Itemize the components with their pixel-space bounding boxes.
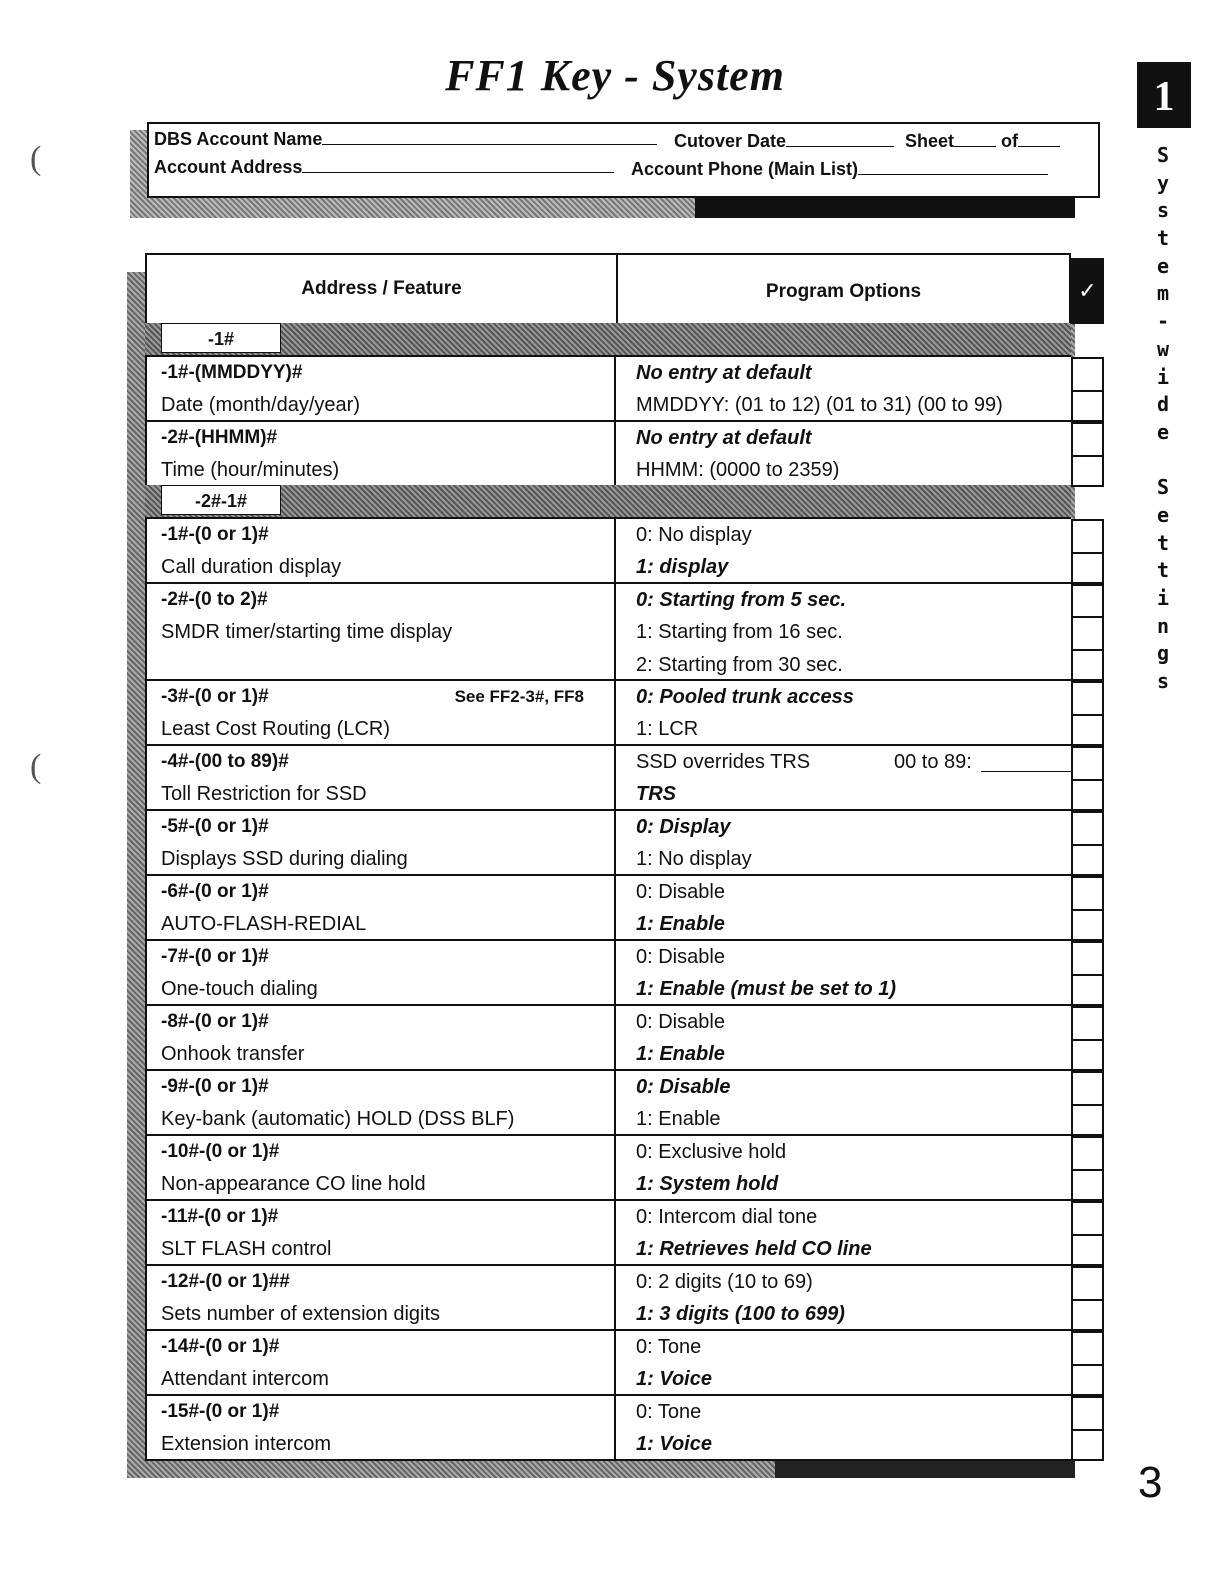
option-checkbox[interactable]	[1071, 876, 1104, 909]
default-option	[636, 1298, 845, 1330]
feature-cell	[147, 357, 616, 420]
options-cell	[618, 1396, 1073, 1459]
account-address-field[interactable]	[154, 156, 614, 178]
address-code: -6#-(0 or 1)#	[161, 881, 269, 902]
side-tab-letter: -	[1156, 309, 1170, 334]
option-text: 1: LCR	[636, 718, 699, 741]
options-cell	[618, 811, 1073, 874]
option-text: MMDDYY: (01 to 12) (01 to 31) (00 to 99)	[636, 394, 1003, 417]
options-cell	[618, 1006, 1073, 1069]
option-checkbox[interactable]	[1071, 1039, 1104, 1072]
side-tab-letter: y	[1156, 170, 1170, 195]
default-option	[636, 811, 730, 843]
margin-mark: (	[30, 140, 42, 177]
option-checkbox[interactable]	[1071, 909, 1104, 942]
section-header	[145, 323, 1071, 355]
option-checkbox[interactable]	[1071, 422, 1104, 455]
option	[636, 389, 1003, 421]
checkbox-group	[1071, 941, 1104, 1006]
option-checkbox[interactable]	[1071, 616, 1104, 648]
default-option	[636, 551, 728, 583]
option-text: 0: Disable	[636, 1011, 725, 1033]
options-cell	[618, 681, 1073, 744]
option-checkbox[interactable]	[1071, 1429, 1104, 1462]
option	[636, 746, 972, 778]
feature-cell	[147, 519, 616, 582]
options-cell	[618, 1136, 1073, 1199]
options-cell	[618, 1201, 1073, 1264]
option-text: 0: Pooled trunk access	[636, 686, 854, 708]
checkbox-group	[1071, 1071, 1104, 1136]
account-phone-field[interactable]	[631, 158, 1048, 180]
option-text: 1: Starting from 16 sec.	[636, 621, 843, 644]
feature-name: Date (month/day/year)	[161, 394, 360, 417]
options-cell	[618, 1266, 1073, 1329]
table-row	[145, 1134, 1071, 1199]
table-header	[145, 253, 1071, 323]
option-checkbox[interactable]	[1071, 390, 1104, 423]
option	[636, 616, 843, 648]
range-entry-label: 00 to 89:	[894, 751, 972, 773]
checkbox-group	[1071, 1396, 1104, 1461]
feature-cell	[147, 1136, 616, 1199]
option-text: 1: Enable	[636, 1043, 725, 1066]
side-tab-letter: S	[1156, 143, 1170, 167]
option-checkbox[interactable]	[1071, 1136, 1104, 1169]
account-info-box	[147, 122, 1100, 198]
checkmark-icon: ✓	[1071, 258, 1104, 324]
option-text: 0: 2 digits (10 to 69)	[636, 1271, 813, 1293]
address-code: -7#-(0 or 1)#	[161, 946, 269, 967]
option	[636, 649, 843, 681]
account-name-label: DBS Account Name	[154, 129, 323, 149]
option-text: No entry at default	[636, 362, 812, 384]
page-number: 3	[1138, 1458, 1163, 1507]
sheet-field[interactable]	[905, 130, 1060, 152]
options-cell	[618, 876, 1073, 939]
checkbox-group	[1071, 584, 1104, 681]
option-checkbox[interactable]	[1071, 1364, 1104, 1397]
default-option	[636, 973, 896, 1005]
address-code: -8#-(0 or 1)#	[161, 1011, 269, 1032]
address-code: -10#-(0 or 1)#	[161, 1141, 280, 1162]
options-cell	[618, 1071, 1073, 1134]
side-tab-letter: t	[1156, 226, 1170, 251]
options-cell	[618, 1331, 1073, 1394]
address-code: -11#-(0 or 1)#	[161, 1206, 279, 1227]
checkbox-group	[1071, 422, 1104, 487]
default-option	[636, 584, 846, 616]
section-label: -2#-1#	[161, 485, 281, 515]
option-text: 0: Disable	[636, 881, 725, 903]
feature-cell	[147, 1396, 616, 1459]
option-text: 1: Retrieves held CO line	[636, 1238, 872, 1261]
option-checkbox[interactable]	[1071, 1299, 1104, 1332]
option-text: 0: Tone	[636, 1401, 702, 1423]
table-row	[145, 1394, 1071, 1459]
option-checkbox[interactable]	[1071, 1201, 1104, 1234]
option-text: 0: Tone	[636, 1336, 702, 1358]
checkbox-group	[1071, 1136, 1104, 1201]
feature-cell	[147, 584, 616, 679]
table-row	[145, 874, 1071, 939]
default-option	[636, 1071, 730, 1103]
chapter-tab: 1	[1137, 62, 1191, 128]
feature-cell	[147, 1006, 616, 1069]
table-row	[145, 420, 1071, 485]
feature-name: Call duration display	[161, 556, 342, 579]
option-text: 1: Enable	[636, 1108, 721, 1131]
feature-cell	[147, 941, 616, 1004]
feature-name: SLT FLASH control	[161, 1238, 332, 1261]
address-code: -2#-(HHMM)#	[161, 427, 278, 448]
section-header	[145, 485, 1071, 517]
option-checkbox[interactable]	[1071, 357, 1104, 390]
table-row	[145, 679, 1071, 744]
feature-cell	[147, 1331, 616, 1394]
feature-name: Non-appearance CO line hold	[161, 1173, 426, 1196]
default-option	[636, 1363, 712, 1395]
side-tab-letter: e	[1156, 502, 1170, 527]
feature-name: Extension intercom	[161, 1433, 332, 1456]
checkbox-group	[1071, 1266, 1104, 1331]
options-cell	[618, 746, 1073, 809]
side-tab-letter: t	[1156, 558, 1170, 583]
account-address-label: Account Address	[154, 157, 303, 177]
feature-name: Displays SSD during dialing	[161, 848, 408, 871]
margin-mark: (	[30, 748, 42, 785]
feature-name: AUTO-FLASH-REDIAL	[161, 913, 367, 936]
option-checkbox[interactable]	[1071, 649, 1104, 681]
feature-cell	[147, 1266, 616, 1329]
address-code: -1#-(0 or 1)#	[161, 524, 269, 545]
option-checkbox[interactable]	[1071, 1331, 1104, 1364]
option	[636, 519, 752, 551]
option-checkbox[interactable]	[1071, 779, 1104, 812]
address-code: -4#-(00 to 89)#	[161, 751, 289, 772]
address-code: -14#-(0 or 1)#	[161, 1336, 280, 1357]
feature-cell	[147, 1201, 616, 1264]
side-tab-letter	[1150, 447, 1176, 475]
account-phone-label: Account Phone (Main List)	[631, 159, 858, 179]
option	[636, 1006, 725, 1038]
option	[636, 843, 752, 875]
table-row	[145, 1199, 1071, 1264]
side-tab-text	[1150, 142, 1176, 696]
feature-name: Time (hour/minutes)	[161, 459, 340, 482]
table-row	[145, 582, 1071, 679]
option-checkbox[interactable]	[1071, 1104, 1104, 1137]
address-code: -15#-(0 or 1)#	[161, 1401, 280, 1422]
checkbox-group	[1071, 681, 1104, 746]
table-row	[145, 744, 1071, 809]
side-tab-letter: t	[1156, 530, 1170, 555]
option	[636, 454, 839, 486]
feature-name: Toll Restriction for SSD	[161, 783, 367, 806]
feature-cell	[147, 811, 616, 874]
column-header-feature: Address / Feature	[147, 255, 618, 323]
side-tab-letter: g	[1156, 641, 1170, 666]
options-cell	[618, 519, 1073, 582]
checkbox-group	[1071, 1331, 1104, 1396]
option	[636, 876, 725, 908]
option	[636, 1201, 817, 1233]
feature-cell	[147, 1071, 616, 1134]
section-label: -1#	[161, 323, 281, 353]
option-text: 2: Starting from 30 sec.	[636, 653, 843, 676]
option-checkbox[interactable]	[1071, 1396, 1104, 1429]
feature-name: Onhook transfer	[161, 1043, 305, 1066]
option	[636, 1136, 786, 1168]
option-text: 0: Display	[636, 816, 731, 838]
option-checkbox[interactable]	[1071, 552, 1104, 585]
option-text: 1: display	[636, 556, 729, 579]
page-title: FF1 Key - System	[445, 51, 785, 100]
option-checkbox[interactable]	[1071, 681, 1104, 714]
table-row	[145, 809, 1071, 874]
feature-name: Sets number of extension digits	[161, 1303, 441, 1326]
option-checkbox[interactable]	[1071, 1169, 1104, 1202]
feature-name: SMDR timer/starting time display	[161, 621, 453, 644]
side-tab-letter: d	[1156, 392, 1170, 417]
side-tab-letter: i	[1156, 364, 1170, 389]
address-code: -2#-(0 to 2)#	[161, 589, 268, 610]
option-text: SSD overrides TRS	[636, 751, 811, 773]
option-text: 1: 3 digits (100 to 699)	[636, 1303, 845, 1326]
option-checkbox[interactable]	[1071, 584, 1104, 616]
options-cell	[618, 422, 1073, 485]
table-row	[145, 355, 1071, 420]
feature-cell	[147, 876, 616, 939]
feature-cell	[147, 746, 616, 809]
options-cell	[618, 941, 1073, 1004]
side-tab-letter: e	[1156, 419, 1170, 444]
table-row	[145, 939, 1071, 1004]
checkbox-group	[1071, 811, 1104, 876]
address-code: -12#-(0 or 1)##	[161, 1271, 290, 1292]
sheet-label: Sheet	[905, 131, 955, 151]
option-checkbox[interactable]	[1071, 746, 1104, 779]
feature-cell	[147, 681, 616, 744]
option	[636, 1396, 701, 1428]
side-tab-letter: i	[1156, 586, 1170, 610]
option	[636, 1266, 813, 1298]
option-text: 1: Enable (must be set to 1)	[636, 978, 897, 1001]
table-row	[145, 1069, 1071, 1134]
side-tab-letter: s	[1156, 669, 1170, 694]
default-option	[636, 1428, 712, 1460]
option-checkbox[interactable]	[1071, 714, 1104, 747]
option-text: 1: Voice	[636, 1433, 712, 1456]
address-code: -1#-(MMDDYY)#	[161, 362, 303, 383]
cutover-date-label: Cutover Date	[674, 131, 787, 151]
options-cell	[618, 357, 1073, 420]
cutover-date-field[interactable]	[674, 130, 894, 152]
option-text: HHMM: (0000 to 2359)	[636, 459, 840, 482]
see-reference: See FF2-3#, FF8	[454, 687, 584, 706]
option-checkbox[interactable]	[1071, 1266, 1104, 1299]
side-tab-letter: w	[1156, 336, 1170, 361]
default-option	[636, 1168, 778, 1200]
side-tab-letter: n	[1156, 613, 1170, 638]
option	[636, 1103, 721, 1135]
default-option	[636, 908, 725, 940]
account-name-field[interactable]	[154, 128, 657, 150]
address-code: -3#-(0 or 1)#	[161, 686, 269, 707]
program-table	[145, 253, 1071, 1461]
option-text: 1: No display	[636, 848, 752, 871]
address-code: -9#-(0 or 1)#	[161, 1076, 269, 1097]
option-text: 0: Exclusive hold	[636, 1141, 787, 1163]
table-row	[145, 1329, 1071, 1394]
feature-name: Attendant intercom	[161, 1368, 329, 1391]
checkbox-group	[1071, 1201, 1104, 1266]
default-option	[636, 422, 812, 454]
side-tab-letter: S	[1156, 475, 1170, 500]
default-option	[636, 1233, 872, 1265]
default-option	[636, 778, 676, 810]
option-text: 1: System hold	[636, 1173, 779, 1196]
side-tab-letter: m	[1156, 281, 1170, 306]
option-checkbox[interactable]	[1071, 1071, 1104, 1104]
option-text: 1: Voice	[636, 1368, 712, 1391]
option-text: 0: Starting from 5 sec.	[636, 589, 847, 611]
option-checkbox[interactable]	[1071, 455, 1104, 488]
feature-name: Key-bank (automatic) HOLD (DSS BLF)	[161, 1108, 515, 1131]
checkbox-group	[1071, 746, 1104, 811]
option-checkbox[interactable]	[1071, 1006, 1104, 1039]
feature-name: One-touch dialing	[161, 978, 318, 1001]
option-text: TRS	[636, 783, 676, 806]
option-text: 0: Disable	[636, 946, 725, 968]
table-row	[145, 1004, 1071, 1069]
option-text: 0: Intercom dial tone	[636, 1206, 818, 1228]
default-option	[636, 357, 812, 389]
options-cell	[618, 584, 1073, 679]
option-checkbox[interactable]	[1071, 844, 1104, 877]
option-text: No entry at default	[636, 427, 812, 449]
option-checkbox[interactable]	[1071, 974, 1104, 1007]
address-code: -5#-(0 or 1)#	[161, 816, 269, 837]
default-option	[636, 681, 854, 713]
option-checkbox[interactable]	[1071, 519, 1104, 552]
option-text: 1: Enable	[636, 913, 725, 936]
option-text: 0: Disable	[636, 1076, 731, 1098]
option-checkbox[interactable]	[1071, 941, 1104, 974]
option-checkbox[interactable]	[1071, 1234, 1104, 1267]
option	[636, 1331, 701, 1363]
option	[636, 941, 725, 973]
option-checkbox[interactable]	[1071, 811, 1104, 844]
feature-cell	[147, 422, 616, 485]
option-text: 0: No display	[636, 524, 752, 546]
column-header-options: Program Options	[765, 281, 922, 302]
feature-name: Least Cost Routing (LCR)	[161, 718, 390, 741]
table-row	[145, 1264, 1071, 1329]
checkbox-group	[1071, 519, 1104, 584]
option	[636, 713, 698, 745]
side-tab-letter: e	[1156, 253, 1170, 278]
side-tab-letter: s	[1156, 198, 1170, 223]
checkbox-group	[1071, 876, 1104, 941]
table-row	[145, 517, 1071, 582]
of-label: of	[1001, 131, 1019, 151]
default-option	[636, 1038, 725, 1070]
checkbox-group	[1071, 357, 1104, 422]
checkbox-group	[1071, 1006, 1104, 1071]
